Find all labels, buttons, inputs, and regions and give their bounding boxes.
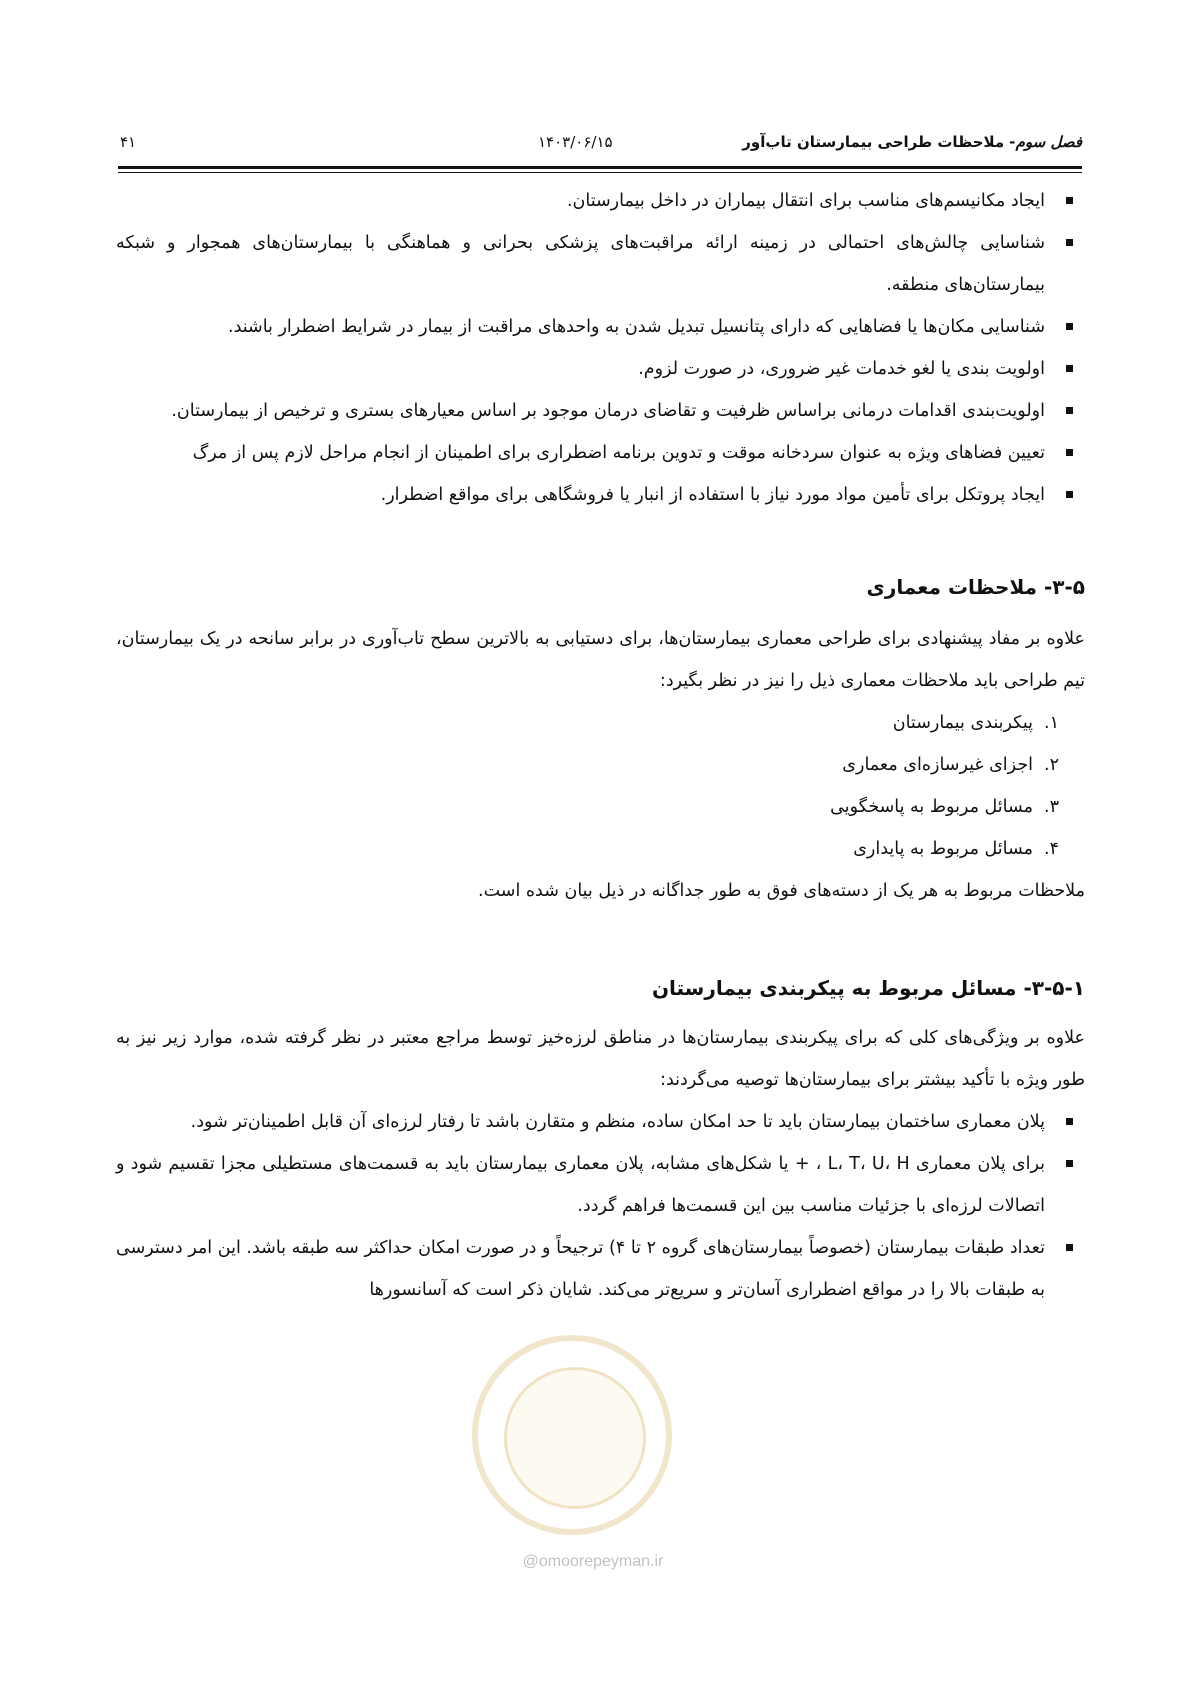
subsection-heading-configuration: ۳-۵-۱- مسائل مربوط به پیکربندی بیمارستان	[651, 976, 1085, 1000]
item-number: ۱.	[1044, 713, 1059, 733]
item-number: ۳.	[1044, 797, 1059, 817]
page-body	[116, 180, 1085, 1311]
item-text: مسائل مربوط به پایداری	[853, 839, 1033, 859]
numbered-item	[116, 828, 1085, 870]
numbered-item	[116, 702, 1085, 744]
chapter-title: ملاحظات طراحی بیمارستان تاب‌آور	[742, 133, 1005, 151]
watermark-seal	[472, 1335, 672, 1535]
subsection-intro-paragraph: علاوه بر ویژگی‌های کلی که برای پیکربندی بیمارستان‌ها در مناطق لرزه‌خیز توسط مراجع معتبر در نظر گرفته شده، موارد زیر نیز به طور ویژه با تأکید بیشتر برای بیمارستان‌ها توصیه می‌گردند:	[116, 1028, 1085, 1090]
section-heading-architecture: ۳-۵- ملاحظات معماری	[866, 575, 1085, 599]
item-number: ۴.	[1044, 839, 1059, 859]
list-item: برای پلان معماری L، T، U، H ، + یا شکل‌های مشابه، پلان معماری بیمارستان باید به قسمت‌های مستطیلی مجزا تقسیم شود و اتصالات لرزه‌ای با جزئیات مناسب بین این قسمت‌ها فراهم گردد.	[116, 1143, 1085, 1227]
section-intro-paragraph: علاوه بر مفاد پیشنهادی برای طراحی معماری بیمارستان‌ها، برای دستیابی به بالاترین سطح تاب‌آوری در برابر سانحه در یک بیمارستان، تیم طراحی باید ملاحظات معماری ذیل را نیز در نظر بگیرد:	[116, 629, 1085, 691]
header-rule-thin	[118, 172, 1082, 173]
watermark-text: @omoorepeyman.ir	[522, 1553, 664, 1570]
list-item: شناسایی مکان‌ها یا فضاهایی که دارای پتانسیل تبدیل شدن به واحدهای مراقبت از بیمار در شرایط اضطرار باشند.	[116, 306, 1085, 348]
item-number: ۲.	[1044, 755, 1059, 775]
list-item: ایجاد مکانیسم‌های مناسب برای انتقال بیماران در داخل بیمارستان.	[116, 180, 1085, 222]
section-outro-paragraph: ملاحظات مربوط به هر یک از دسته‌های فوق به طور جداگانه در ذیل بیان شده است.	[478, 881, 1085, 901]
page-header	[118, 128, 1082, 158]
item-text: پیکربندی بیمارستان	[892, 713, 1033, 733]
numbered-item	[116, 744, 1085, 786]
list-item: شناسایی چالش‌های احتمالی در زمینه ارائه مراقبت‌های پزشکی بحرانی و هماهنگی با بیمارستان‌های همجوار و شبکه بیمارستان‌های منطقه.	[116, 222, 1085, 306]
list-item: اولویت‌بندی اقدامات درمانی براساس ظرفیت و تقاضای درمان موجود بر اساس معیارهای بستری و ترخیص از بیمارستان.	[116, 390, 1085, 432]
configuration-bullet-list	[116, 1101, 1085, 1311]
item-text: مسائل مربوط به پاسخگویی	[830, 797, 1033, 817]
running-title	[742, 133, 1082, 151]
list-item: تعیین فضاهای ویژه به عنوان سردخانه موقت و تدوین برنامه اضطراری برای اطمینان از انجام مراحل لازم پس از مرگ	[116, 432, 1085, 474]
page-number: ۴۱	[120, 133, 137, 151]
list-item: تعداد طبقات بیمارستان (خصوصاً بیمارستان‌های گروه ۲ تا ۴) ترجیحاً و در صورت امکان حداکثر سه طبقه باشد. این امر دسترسی به طبقات بالا را در مواقع اضطراری آسان‌تر و سریع‌تر می‌کند. شایان ذکر است که آسانسورها	[116, 1227, 1085, 1311]
item-text: اجزای غیرسازه‌ای معماری	[842, 755, 1033, 775]
chapter-label: فصل سوم-	[1009, 133, 1082, 151]
numbered-item	[116, 786, 1085, 828]
header-rule-thick	[118, 166, 1082, 169]
list-item: اولویت بندی یا لغو خدمات غیر ضروری، در صورت لزوم.	[116, 348, 1085, 390]
watermark-seal-inner	[504, 1367, 646, 1509]
numbered-list	[116, 702, 1085, 870]
top-bullet-list	[116, 180, 1085, 516]
list-item: ایجاد پروتکل برای تأمین مواد مورد نیاز با استفاده از انبار یا فروشگاهی برای مواقع اضطرار.	[116, 474, 1085, 516]
header-date: ۱۴۰۳/۰۶/۱۵	[538, 133, 613, 151]
list-item: پلان معماری ساختمان بیمارستان باید تا حد امکان ساده، منظم و متقارن باشد تا رفتار لرزه‌ای آن قابل اطمینان‌تر شود.	[116, 1101, 1085, 1143]
